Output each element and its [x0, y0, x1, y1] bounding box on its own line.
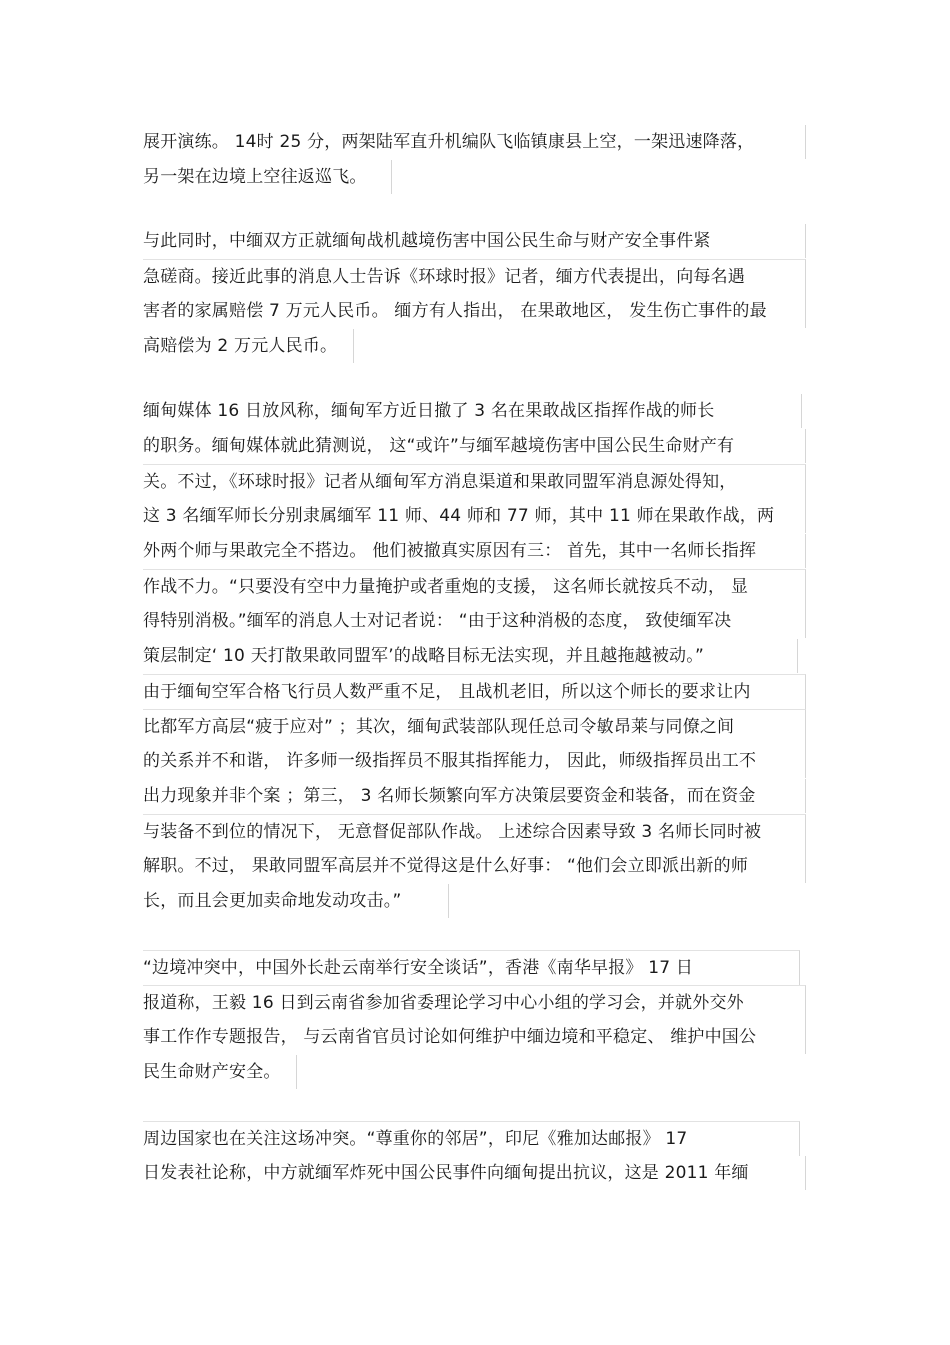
text-line: 与装备不到位的情况下， 无意督促部队作战。 上述综合因素导致 3 名师长同时被	[143, 814, 806, 849]
text-line: 的职务。缅甸媒体就此猜测说， 这“或许”与缅军越境伤害中国公民生命财产有	[143, 429, 806, 463]
text-line: 作战不力。“只要没有空中力量掩护或者重炮的支援， 这名师长就按兵不动， 显	[143, 569, 806, 604]
text-line: 报道称，王毅 16 日到云南省参加省委理论学习中心小组的学习会，并就外交外	[143, 985, 806, 1020]
text-line: 缅甸媒体 16 日放风称，缅甸军方近日撤了 3 名在果敢战区指挥作战的师长	[143, 394, 802, 428]
text-line: 高赔偿为 2 万元人民币。	[143, 329, 354, 363]
text-line: 解职。不过， 果敢同盟军高层并不觉得这是什么好事： “他们会立即派出新的师	[143, 849, 806, 883]
text-line: “边境冲突中，中国外长赴云南举行安全谈话”，香港《南华早报》 17 日	[143, 950, 800, 985]
text-line: 得特别消极。”缅军的消息人士对记者说： “由于这种消极的态度， 致使缅军决	[143, 604, 806, 638]
text-line: 外两个师与果敢完全不搭边。 他们被撤真实原因有三： 首先，其中一名师长指挥	[143, 534, 806, 568]
text-line: 事工作作专题报告， 与云南省官员讨论如何维护中缅边境和平稳定、 维护中国公	[143, 1020, 806, 1054]
text-line: 急磋商。接近此事的消息人士告诉《环球时报》记者，缅方代表提出，向每名遇	[143, 259, 806, 294]
text-line: 长，而且会更加卖命地发动攻击。”	[143, 884, 449, 918]
text-line: 日发表社论称，中方就缅军炸死中国公民事件向缅甸提出抗议，这是 2011 年缅	[143, 1156, 806, 1190]
text-line: 关。不过，《环球时报》记者从缅甸军方消息渠道和果敢同盟军消息源处得知，	[143, 464, 806, 499]
text-line: 这 3 名缅军师长分别隶属缅军 11 师、44 师和 77 师，其中 11 师在果敢作战，两	[143, 499, 806, 533]
text-line: 展开演练。 14时 25 分，两架陆军直升机编队飞临镇康县上空，一架迅速降落，	[143, 125, 806, 159]
text-line: 民生命财产安全。	[143, 1055, 297, 1089]
text-line: 策层制定‘ 10 天打散果敢同盟军’的战略目标无法实现，并且越拖越被动。”	[143, 639, 798, 673]
text-line: 与此同时，中缅双方正就缅甸战机越境伤害中国公民生命与财产安全事件紧	[143, 224, 806, 258]
text-line: 比都军方高层“疲于应对” ；其次，缅甸武装部队现任总司令敏昂莱与同僚之间	[143, 709, 806, 744]
text-line: 周边国家也在关注这场冲突。“尊重你的邻居”，印尼《雅加达邮报》 17	[143, 1121, 800, 1156]
text-line: 的关系并不和谐， 许多师一级指挥员不服其指挥能力， 因此，师级指挥员出工不	[143, 744, 806, 778]
text-line: 另一架在边境上空往返巡飞。	[143, 160, 392, 194]
text-line: 由于缅甸空军合格飞行员人数严重不足， 且战机老旧，所以这个师长的要求让内	[143, 674, 806, 709]
text-line: 害者的家属赔偿 7 万元人民币。 缅方有人指出， 在果敢地区， 发生伤亡事件的最	[143, 294, 806, 328]
text-line: 出力现象并非个案 ；第三， 3 名师长频繁向军方决策层要资金和装备，而在资金	[143, 779, 806, 813]
